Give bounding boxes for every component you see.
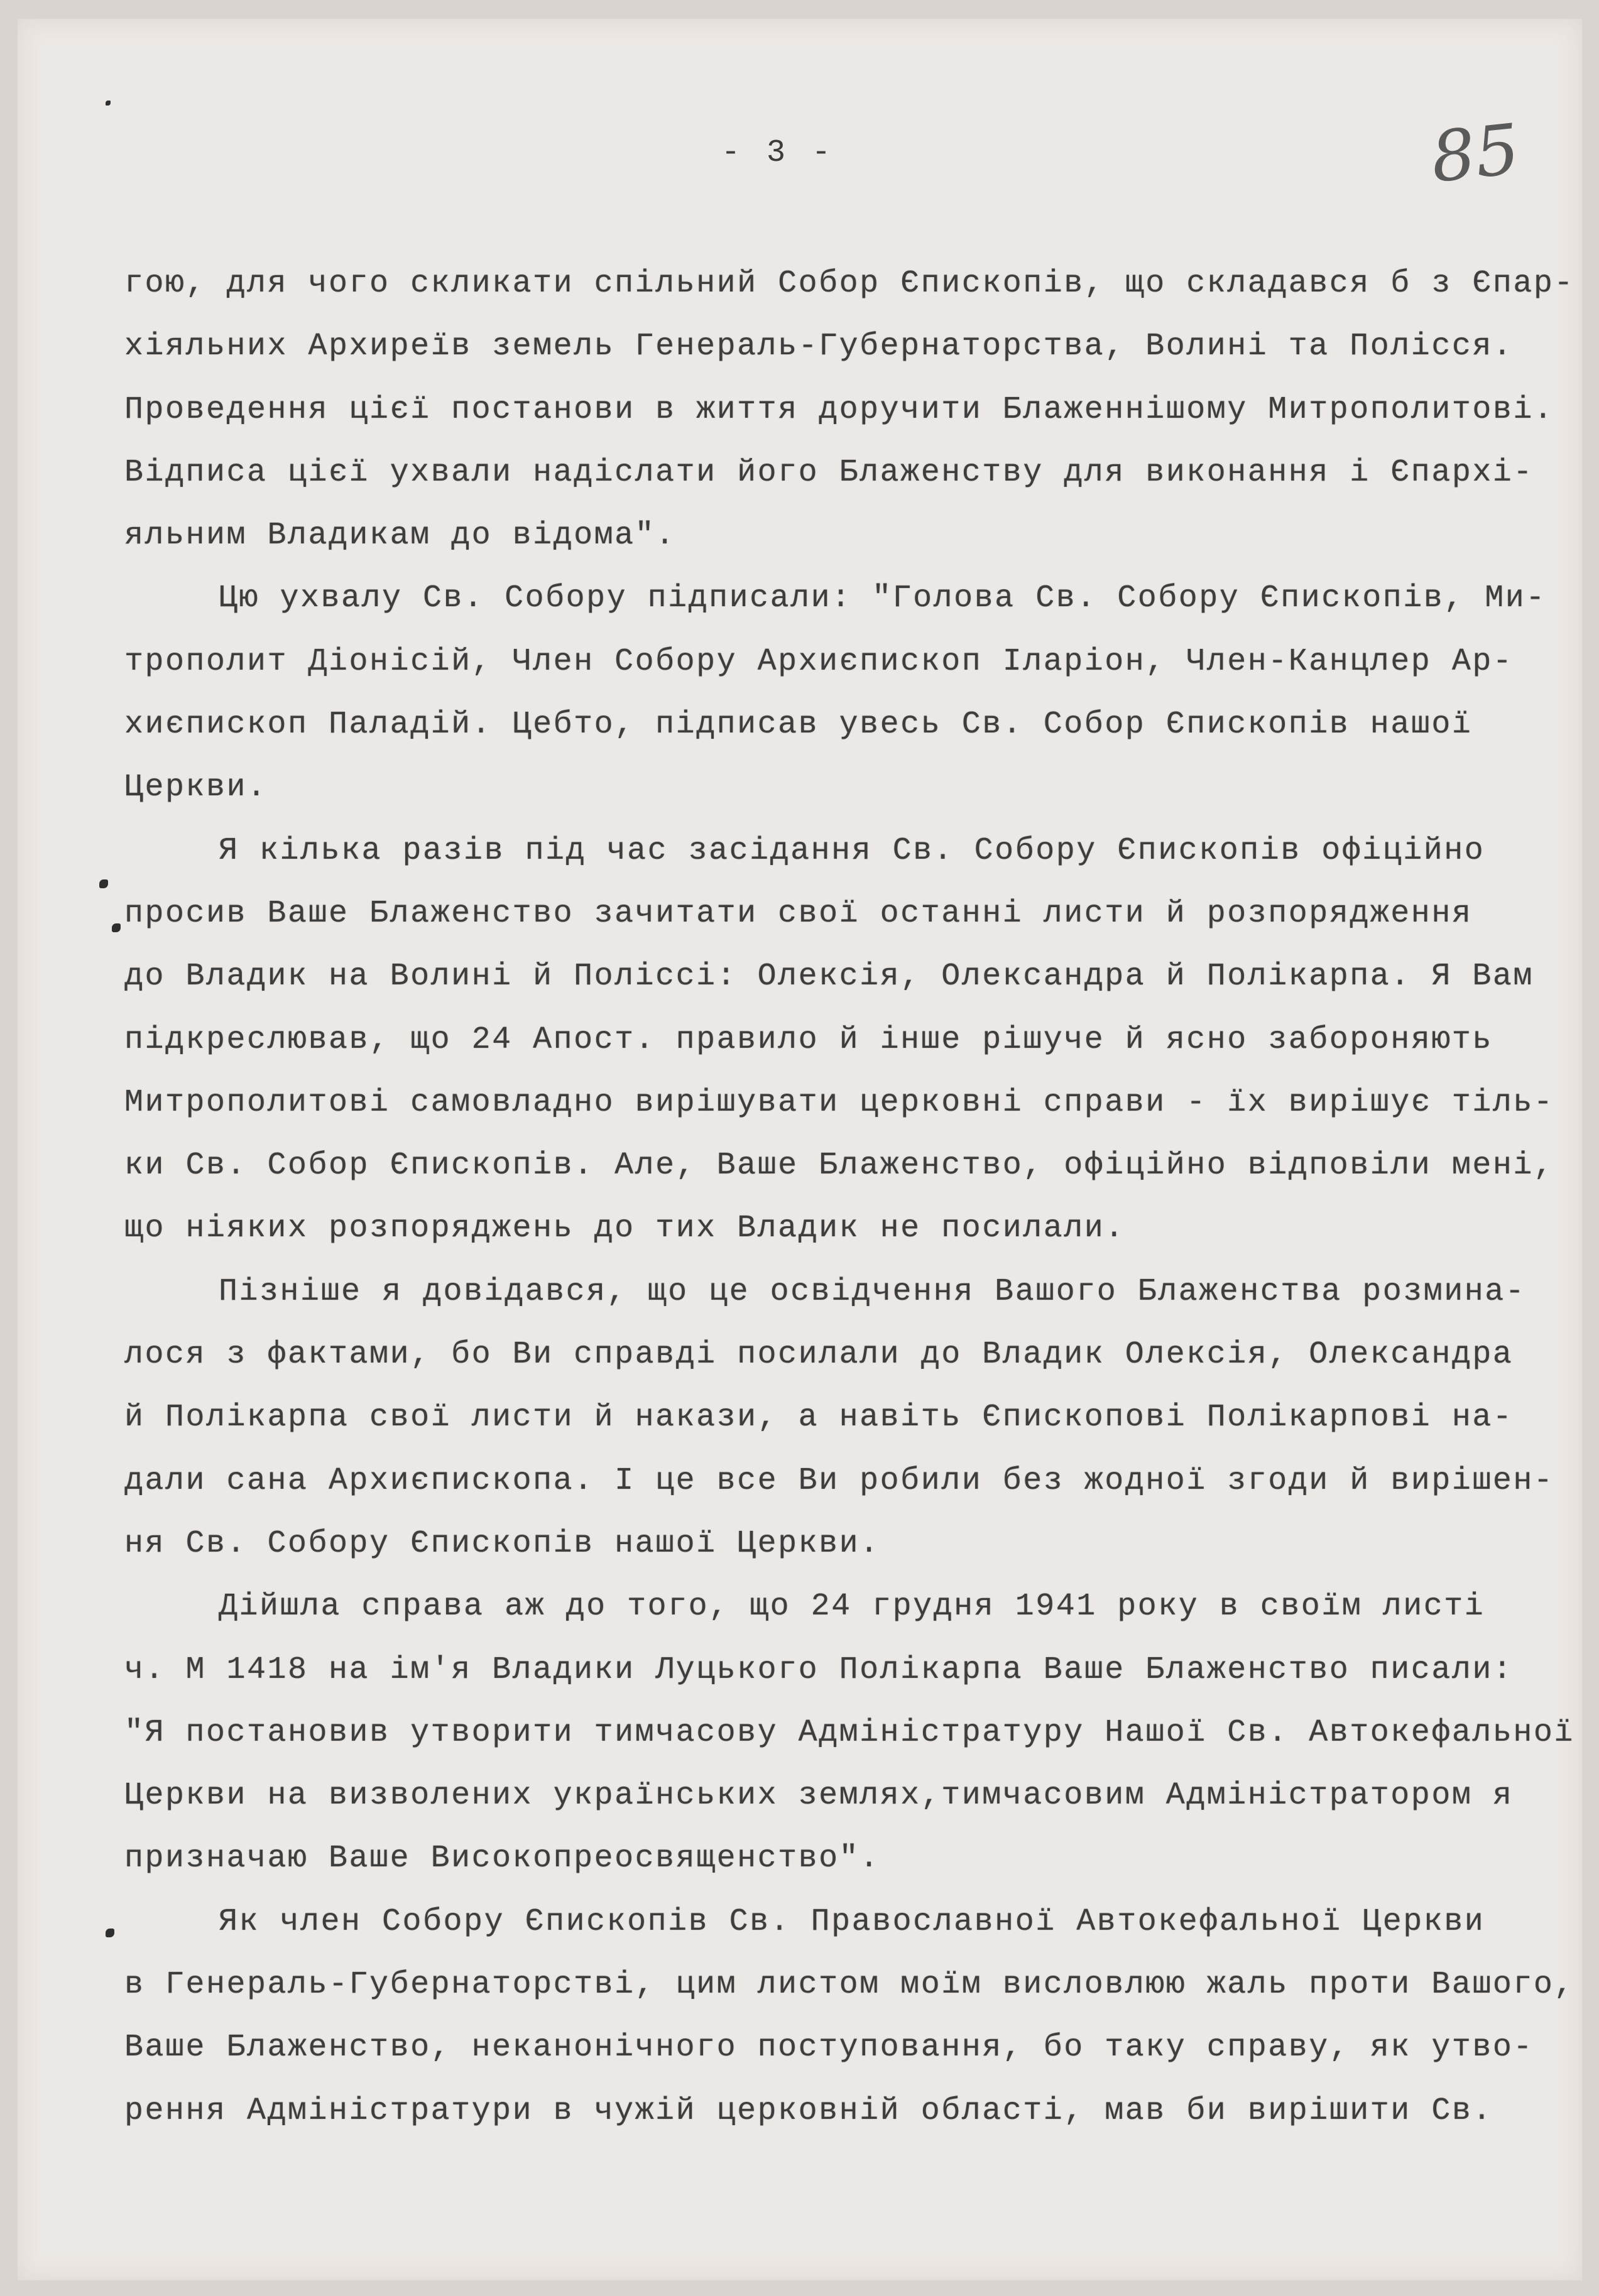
ink-mark — [106, 1929, 114, 1937]
text-line: до Владик на Волині й Поліссі: Олексія, Олександра й Полікарпа. Я Вам — [124, 959, 1534, 995]
text-line: Церкви на визволених українських землях,тимчасовим Адміністратором я — [124, 1778, 1514, 1814]
text-line: що ніяких розпоряджень до тих Владик не посилали. — [124, 1211, 1125, 1247]
text-line: Митрополитові самовладно вирішувати церковні справи - їх вирішує тіль- — [124, 1084, 1554, 1121]
ink-mark — [99, 879, 108, 888]
text-line: Проведення цієї постанови в життя доручити Блаженнішому Митрополитові. — [124, 391, 1554, 428]
typewritten-text — [124, 253, 1574, 2143]
text-line: Відписа цієї ухвали надіслати його Блаженству для виконання і Єпархі- — [124, 454, 1534, 491]
text-line: просив Ваше Блаженство зачитати свої останні листи й розпорядження — [124, 895, 1473, 932]
text-line: Церкви. — [124, 770, 268, 806]
text-line: яльним Владикам до відома". — [124, 518, 676, 554]
paragraph-first-line: Як член Собору Єпископів Св. Православної Автокефальної Церкви — [219, 1903, 1485, 1940]
text-line: ня Св. Собору Єпископів нашої Церкви. — [124, 1525, 880, 1562]
paragraph-first-line: Я кілька разів під час засідання Св. Собору Єпископів офіційно — [219, 832, 1485, 869]
text-line: й Полікарпа свої листи й накази, а навіть Єпископові Полікарпові на- — [124, 1400, 1514, 1436]
ink-mark — [112, 923, 121, 932]
text-line: хиєпископ Паладій. Цебто, підписав увесь Св. Собор Єпископів нашої — [124, 707, 1473, 743]
paragraph-first-line: Дійшла справа аж до того, що 24 грудня 1941 року в своїм листі — [219, 1589, 1485, 1625]
text-line: Ваше Блаженство, неканонічного поступовання, бо таку справу, як утво- — [124, 2030, 1534, 2066]
text-line: призначаю Ваше Високопреосвященство". — [124, 1841, 880, 1877]
text-line: ки Св. Собор Єпископів. Але, Ваше Блаженство, офіційно відповіли мені, — [124, 1148, 1554, 1184]
text-line: підкреслював, що 24 Апост. правило й інше рішуче й ясно забороняють — [124, 1021, 1493, 1058]
paragraph-first-line: Цю ухвалу Св. Собору підписали: "Голова Св. Собору Єпископів, Ми- — [219, 580, 1546, 617]
handwritten-folio-number: 85 — [1427, 109, 1524, 198]
text-line: дали сана Архиєпископа. І це все Ви робили без жодної згоди й вирішен- — [124, 1462, 1554, 1499]
page-number: - 3 - — [721, 135, 835, 171]
ink-mark — [106, 101, 111, 106]
text-line: "Я постановив утворити тимчасову Адміністратуру Нашої Св. Автокефальної — [124, 1714, 1574, 1751]
text-line: гою, для чого скликати спільний Собор Єпископів, що складався б з Єпар- — [124, 266, 1574, 302]
document-page — [18, 19, 1582, 2280]
text-line: рення Адміністратури в чужій церковній області, мав би вирішити Св. — [124, 2092, 1493, 2129]
text-line: трополит Діонісій, Член Собору Архиєпископ Іларіон, Член-Канцлер Ар- — [124, 643, 1514, 680]
text-line: лося з фактами, бо Ви справді посилали до Владик Олексія, Олександра — [124, 1337, 1514, 1373]
text-line: ч. М 1418 на ім'я Владики Луцького Полікарпа Ваше Блаженство писали: — [124, 1651, 1514, 1688]
paragraph-first-line: Пізніше я довідався, що це освідчення Вашого Блаженства розминa- — [219, 1273, 1526, 1310]
text-line: хіяльних Архиреїв земель Генераль-Губернаторства, Волині та Полісся. — [124, 329, 1514, 365]
text-line: в Генераль-Губернаторстві, цим листом моїм висловлюю жаль проти Вашого, — [124, 1967, 1574, 2003]
